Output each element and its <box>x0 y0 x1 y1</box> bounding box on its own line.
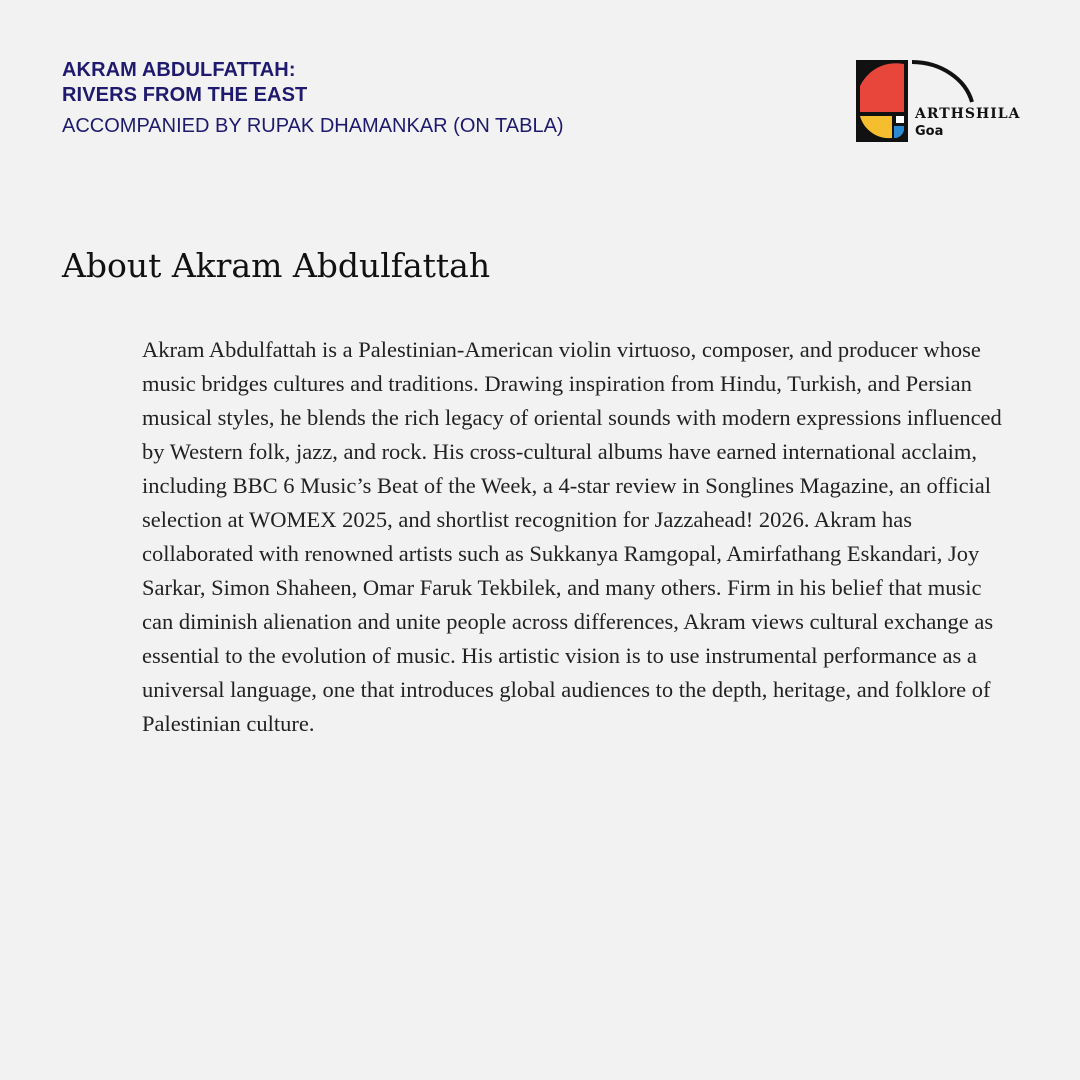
event-subtitle: ACCOMPANIED BY RUPAK DHAMANKAR (ON TABLA) <box>62 115 564 137</box>
bio-paragraph: Akram Abdulfattah is a Palestinian-American violin virtuoso, composer, and producer whose music bridges cultures and traditions. Drawing inspiration from Hindu, Turkish, and Persian musical styles, he blends the rich legacy of oriental sounds with modern expressions influenced by Western folk, jazz, and rock. His cross-cultural albums have earned international acclaim, including BBC 6 Music’s Beat of the Week, a 4-star review in Songlines Magazine, an official selection at WOMEX 2025, and shortlist recognition for Jazzahead! 2026. Akram has collaborated with renowned artists such as Sukkanya Ramgopal, Amirfathang Eskandari, Joy Sarkar, Simon Shaheen, Omar Faruk Tekbilek, and many others. Firm in his belief that music can diminish alienation and unite people across differences, Akram views cultural exchange as essential to the evolution of music. His artistic vision is to use instrumental performance as a universal language, one that introduces global audiences to the depth, heritage, and folklore of Palestinian culture. <box>142 337 1002 736</box>
event-header <box>62 58 782 139</box>
section-heading: About Akram Abdulfattah <box>62 246 491 285</box>
logo-location: Goa <box>915 124 944 139</box>
logo-white-shape <box>896 116 904 123</box>
event-title-line2: RIVERS FROM THE EAST <box>62 84 308 106</box>
event-title <box>62 58 782 108</box>
logo-arc-shape <box>912 62 972 102</box>
logo-name: ARTHSHILA <box>915 106 1021 122</box>
event-title-line1: AKRAM ABDULFATTAH: <box>62 59 296 81</box>
arthshila-logo <box>856 58 1026 144</box>
